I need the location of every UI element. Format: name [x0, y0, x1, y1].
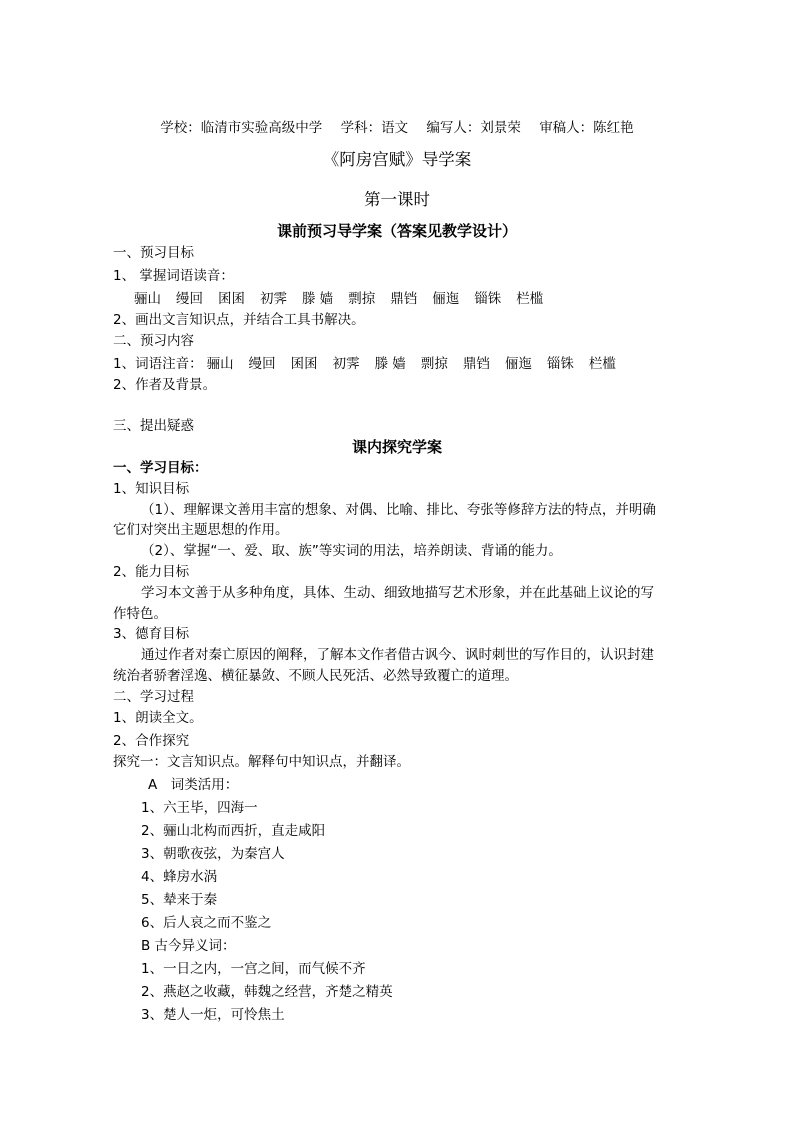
word-item: 骊山 — [134, 291, 161, 307]
section-heading: 三、提出疑惑 — [113, 418, 194, 434]
part1-heading: 课前预习导学案（答案见教学设计） — [276, 222, 517, 240]
word-item: 鼎铛 — [462, 356, 490, 372]
subsection-heading: 2、能力目标 — [113, 564, 190, 580]
word-item: 缦回 — [176, 291, 203, 307]
reviewer-label: 审稿人：陈红艳 — [539, 120, 634, 136]
list-item: 2、合作探究 — [113, 733, 190, 749]
subsection-heading: A 词类活用： — [148, 777, 239, 793]
list-item-label: 1、词语注音： — [113, 356, 203, 372]
subject-label: 学科：语文 — [340, 120, 409, 136]
word-item: 锱铢 — [474, 291, 502, 307]
phonetic-word-list — [113, 354, 631, 374]
word-item: 滕 嫱 — [302, 291, 334, 307]
writer-label: 编写人：刘景荣 — [426, 120, 521, 136]
word-item: 滕 嫱 — [374, 356, 406, 372]
word-item: 鼎铛 — [390, 291, 418, 307]
paragraph-line: 学习本文善于从多种角度，具体、生动、细致地描写艺术形象，并在此基础上议论的写 — [141, 585, 654, 601]
list-item: 6、后人哀之而不鉴之 — [141, 915, 272, 931]
subsection-heading: 1、知识目标 — [113, 481, 190, 497]
word-item: 囷囷 — [218, 291, 245, 307]
document-title: 《阿房宫赋》导学案 — [322, 150, 472, 169]
word-item: 囷囷 — [290, 356, 318, 372]
section-heading: 一、预习目标 — [113, 245, 194, 261]
list-item: 2、画出文言知识点，并结合工具书解决。 — [113, 312, 365, 328]
list-item: 2、骊山北构而西折，直走咸阳 — [141, 823, 326, 839]
word-item: 初霁 — [332, 356, 360, 372]
word-item: 剽掠 — [348, 291, 376, 307]
word-item: 锱铢 — [546, 356, 574, 372]
word-item: 俪迤 — [504, 356, 532, 372]
list-item: 1、一日之内，一宫之间，而气候不齐 — [141, 961, 366, 977]
word-item: 骊山 — [206, 356, 234, 372]
paragraph-line: （1）、理解课文善用丰富的想象、对偶、比喻、排比、夸张等修辞方法的特点，并明确 — [141, 502, 656, 518]
word-item: 栏槛 — [516, 291, 544, 307]
list-item: 1、六王毕，四海一 — [141, 800, 258, 816]
word-item: 缦回 — [248, 356, 276, 372]
word-item: 剽掠 — [420, 356, 448, 372]
list-item: 4、蜂房水涡 — [141, 869, 218, 885]
paragraph-line: 作特色。 — [113, 606, 167, 622]
subsection-heading: B 古今异义词： — [141, 938, 236, 954]
paragraph-line: 统治者骄奢淫逸、横征暴敛、不顾人民死活、必然导致覆亡的道理。 — [113, 668, 518, 684]
section-heading: 二、预习内容 — [113, 333, 194, 349]
paragraph-line: 通过作者对秦亡原因的阐释，了解本文作者借古讽今、讽时刺世的写作目的，认识封建 — [141, 647, 654, 663]
school-label: 学校：临清市实验高级中学 — [160, 120, 323, 136]
lesson-title: 第一课时 — [364, 190, 430, 209]
list-item: 1、朗读全文。 — [113, 710, 203, 726]
word-item: 栏槛 — [588, 356, 616, 372]
list-item: 3、朝歌夜弦，为秦宫人 — [141, 846, 285, 862]
paragraph-line: 它们对突出主题思想的作用。 — [113, 522, 289, 538]
list-item: 3、楚人一炬，可怜焦土 — [141, 1007, 285, 1023]
list-item: 2、燕赵之收藏，韩魏之经营，齐楚之精英 — [141, 984, 393, 1000]
pronunciation-word-list — [134, 289, 558, 309]
paragraph-line: （2）、掌握“一、爱、取、族”等实词的用法，培养朗读、背诵的能力。 — [141, 543, 562, 559]
paragraph-line: 探究一：文言知识点。解释句中知识点，并翻译。 — [113, 754, 410, 770]
document-header — [0, 118, 794, 138]
word-item: 俪迤 — [432, 291, 460, 307]
part2-heading: 课内探究学案 — [351, 438, 442, 456]
subsection-heading: 3、德育目标 — [113, 626, 190, 642]
section-heading: 一、学习目标： — [113, 460, 208, 476]
word-item: 初霁 — [260, 291, 287, 307]
list-item: 1、 掌握词语读音： — [113, 268, 234, 284]
list-item: 5、辇来于秦 — [141, 892, 218, 908]
list-item: 2、作者及背景。 — [113, 377, 217, 393]
section-heading: 二、学习过程 — [113, 689, 194, 705]
